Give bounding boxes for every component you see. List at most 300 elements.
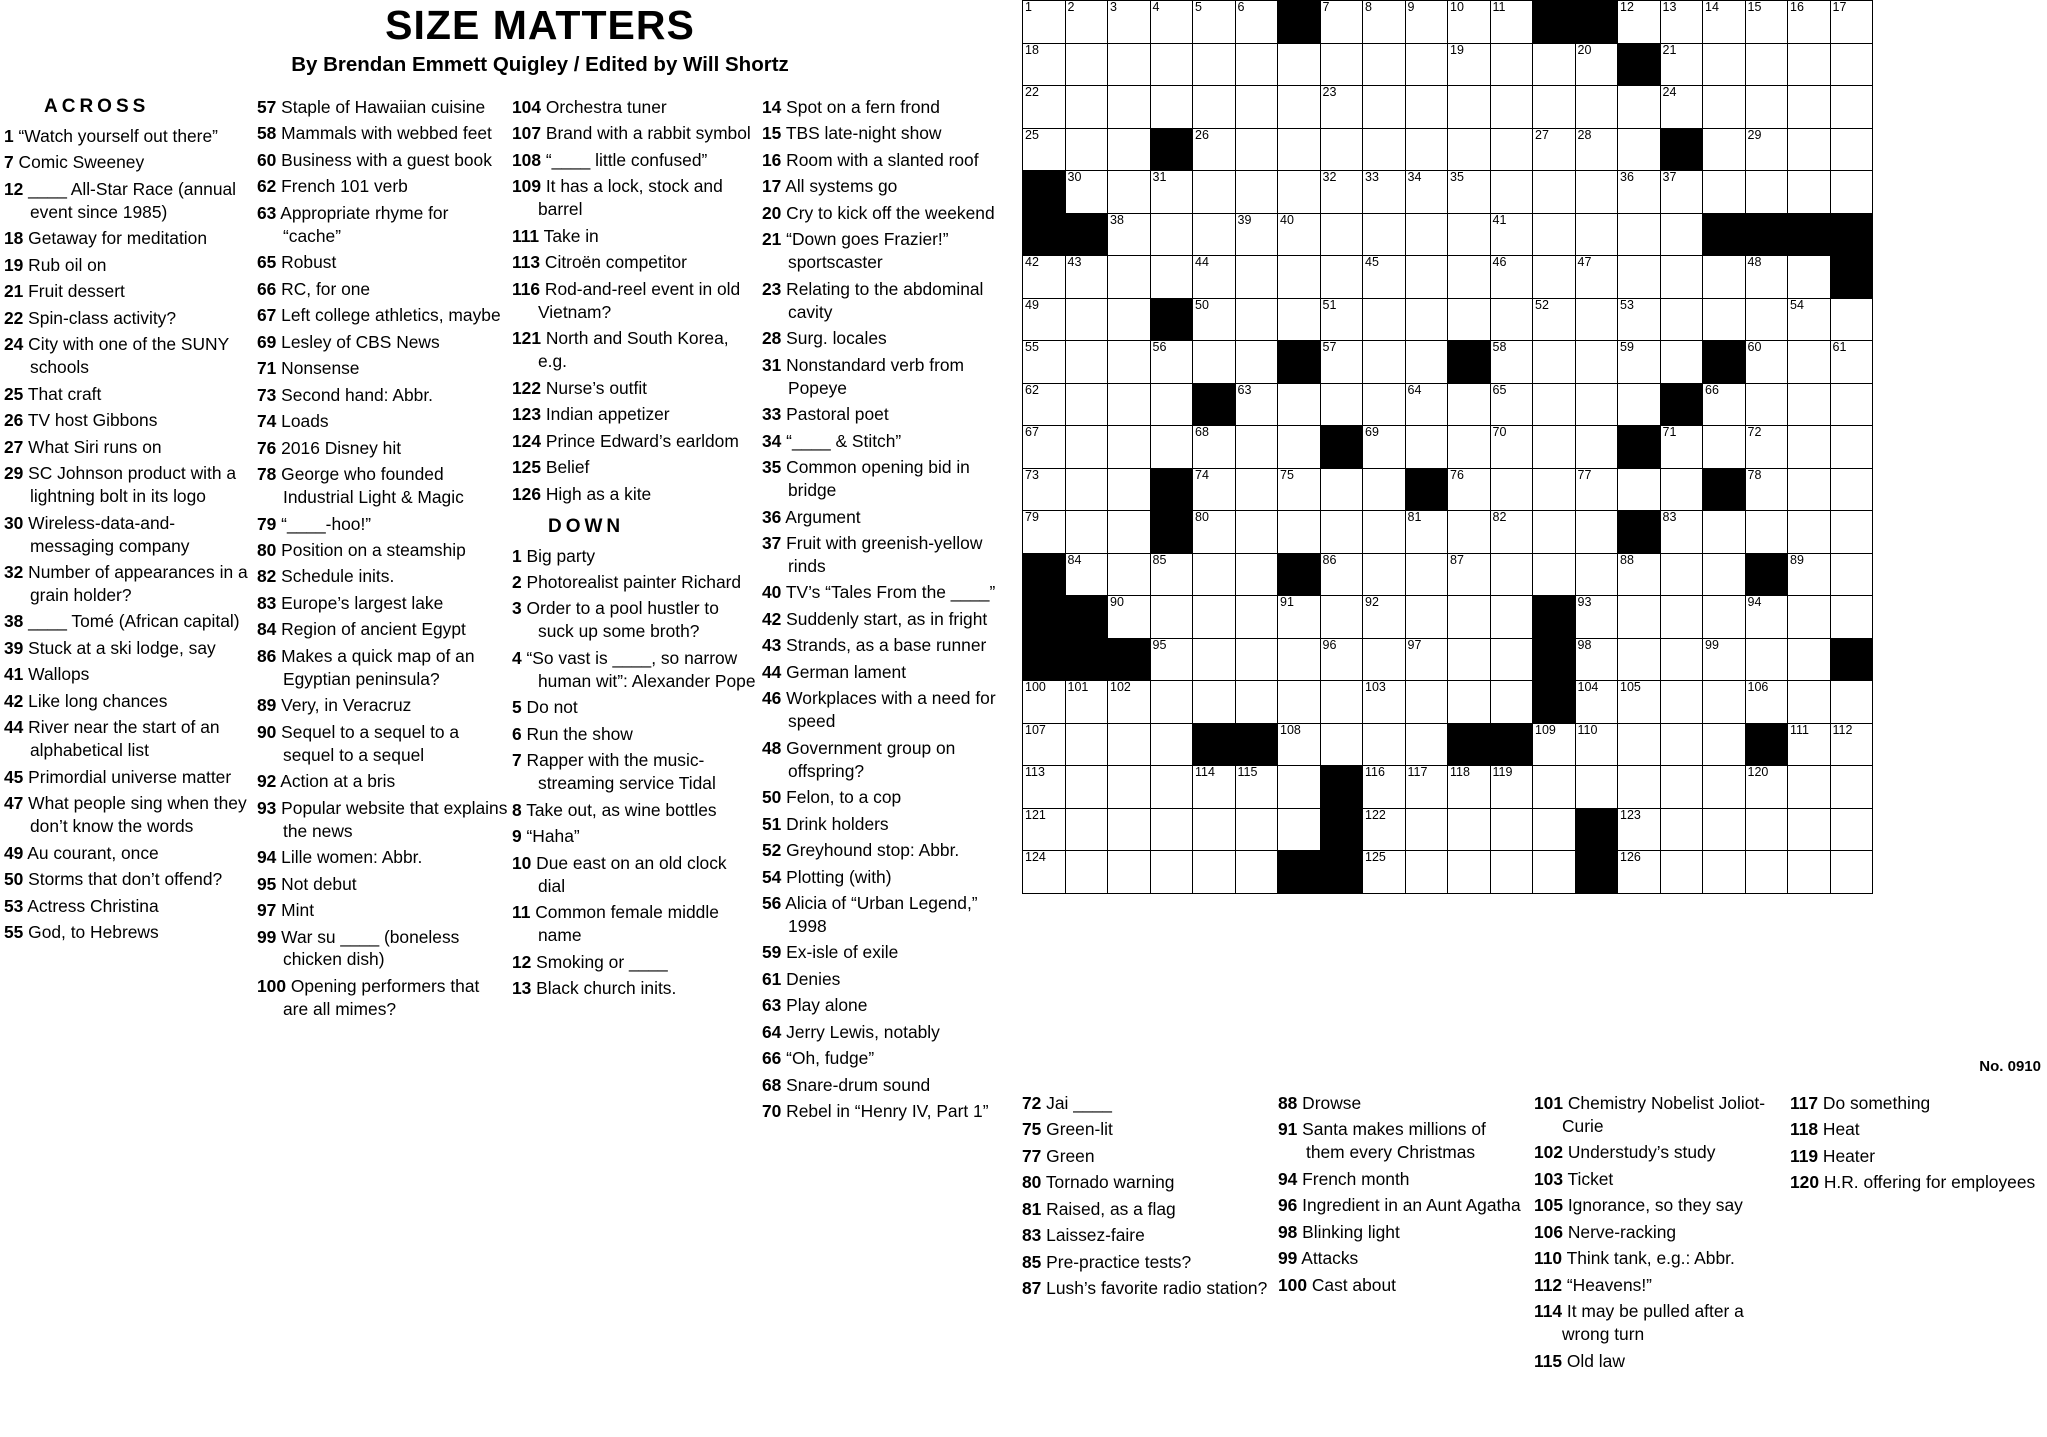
grid-cell[interactable] (1363, 553, 1406, 596)
clue-across-26[interactable] (4, 409, 253, 432)
grid-cell[interactable] (1490, 426, 1533, 469)
clue-down-101[interactable] (1534, 1092, 1784, 1138)
grid-cell[interactable] (1108, 808, 1151, 851)
clue-down-4[interactable] (512, 647, 758, 693)
clue-across-30[interactable] (4, 512, 253, 558)
grid-cell[interactable] (1788, 553, 1831, 596)
grid-cell[interactable] (1533, 341, 1576, 384)
grid-cell[interactable] (1745, 256, 1788, 299)
grid-cell[interactable] (1150, 851, 1193, 894)
grid-cell[interactable] (1575, 766, 1618, 809)
grid-cell[interactable] (1660, 638, 1703, 681)
grid-cell[interactable] (1278, 298, 1321, 341)
grid-cell[interactable] (1830, 723, 1873, 766)
grid-cell[interactable] (1618, 808, 1661, 851)
grid-cell[interactable] (1278, 43, 1321, 86)
clue-down-119[interactable] (1790, 1145, 2040, 1168)
grid-cell[interactable] (1788, 298, 1831, 341)
grid-cell[interactable] (1235, 851, 1278, 894)
grid-cell[interactable] (1703, 171, 1746, 214)
grid-cell[interactable] (1193, 808, 1236, 851)
clue-across-84[interactable] (257, 618, 508, 641)
grid-cell[interactable] (1703, 808, 1746, 851)
grid-cell[interactable] (1490, 468, 1533, 511)
clue-across-111[interactable] (512, 225, 758, 248)
grid-cell[interactable] (1235, 1, 1278, 44)
clue-across-25[interactable] (4, 383, 253, 406)
grid-cell[interactable] (1448, 426, 1491, 469)
grid-cell[interactable] (1830, 171, 1873, 214)
grid-cell[interactable] (1490, 298, 1533, 341)
grid-cell[interactable] (1405, 553, 1448, 596)
clue-down-11[interactable] (512, 901, 758, 947)
grid-cell[interactable] (1065, 128, 1108, 171)
grid-cell[interactable] (1745, 808, 1788, 851)
grid-cell[interactable] (1660, 596, 1703, 639)
grid-cell[interactable] (1533, 851, 1576, 894)
clue-across-41[interactable] (4, 663, 253, 686)
clue-across-22[interactable] (4, 307, 253, 330)
grid-cell[interactable] (1108, 426, 1151, 469)
grid-cell[interactable] (1065, 723, 1108, 766)
grid-cell[interactable] (1320, 43, 1363, 86)
grid-cell[interactable] (1533, 723, 1576, 766)
grid-cell[interactable] (1448, 596, 1491, 639)
clue-across-69[interactable] (257, 331, 508, 354)
grid-cell[interactable] (1448, 43, 1491, 86)
clue-across-55[interactable] (4, 921, 253, 944)
clue-across-79[interactable] (257, 513, 508, 536)
clue-across-80[interactable] (257, 539, 508, 562)
clue-across-62[interactable] (257, 175, 508, 198)
clue-down-5[interactable] (512, 696, 758, 719)
grid-cell[interactable] (1533, 128, 1576, 171)
grid-cell[interactable] (1108, 511, 1151, 554)
grid-cell[interactable] (1363, 86, 1406, 129)
clue-across-83[interactable] (257, 592, 508, 615)
grid-cell[interactable] (1363, 341, 1406, 384)
clue-down-34[interactable] (762, 430, 1008, 453)
grid-cell[interactable] (1575, 638, 1618, 681)
grid-cell[interactable] (1320, 596, 1363, 639)
grid-cell[interactable] (1490, 681, 1533, 724)
grid-cell[interactable] (1023, 723, 1066, 766)
clue-down-6[interactable] (512, 723, 758, 746)
grid-cell[interactable] (1320, 171, 1363, 214)
grid-cell[interactable] (1490, 808, 1533, 851)
grid-cell[interactable] (1575, 383, 1618, 426)
grid-cell[interactable] (1108, 596, 1151, 639)
grid-cell[interactable] (1575, 341, 1618, 384)
grid-cell[interactable] (1193, 851, 1236, 894)
grid-cell[interactable] (1065, 766, 1108, 809)
grid-cell[interactable] (1065, 171, 1108, 214)
clue-across-122[interactable] (512, 377, 758, 400)
grid-cell[interactable] (1193, 426, 1236, 469)
grid-cell[interactable] (1745, 128, 1788, 171)
grid-cell[interactable] (1023, 511, 1066, 554)
grid-cell[interactable] (1363, 213, 1406, 256)
clue-down-35[interactable] (762, 456, 1008, 502)
grid-cell[interactable] (1745, 171, 1788, 214)
clue-across-18[interactable] (4, 227, 253, 250)
grid-cell[interactable] (1830, 808, 1873, 851)
grid-cell[interactable] (1150, 808, 1193, 851)
grid-cell[interactable] (1788, 596, 1831, 639)
grid-cell[interactable] (1320, 128, 1363, 171)
grid-cell[interactable] (1193, 341, 1236, 384)
grid-cell[interactable] (1363, 171, 1406, 214)
grid-cell[interactable] (1193, 213, 1236, 256)
grid-cell[interactable] (1533, 808, 1576, 851)
grid-cell[interactable] (1193, 766, 1236, 809)
grid-cell[interactable] (1703, 723, 1746, 766)
grid-cell[interactable] (1703, 596, 1746, 639)
grid-cell[interactable] (1235, 596, 1278, 639)
grid-cell[interactable] (1490, 213, 1533, 256)
grid-cell[interactable] (1150, 426, 1193, 469)
grid-cell[interactable] (1193, 553, 1236, 596)
clue-across-57[interactable] (257, 96, 508, 119)
grid-cell[interactable] (1405, 681, 1448, 724)
grid-cell[interactable] (1575, 128, 1618, 171)
grid-cell[interactable] (1660, 256, 1703, 299)
grid-cell[interactable] (1745, 468, 1788, 511)
clue-across-99[interactable] (257, 926, 508, 972)
grid-cell[interactable] (1660, 86, 1703, 129)
clue-across-109[interactable] (512, 175, 758, 221)
grid-cell[interactable] (1703, 43, 1746, 86)
grid-cell[interactable] (1618, 681, 1661, 724)
clue-down-10[interactable] (512, 852, 758, 898)
grid-cell[interactable] (1320, 468, 1363, 511)
grid-cell[interactable] (1405, 766, 1448, 809)
grid-cell[interactable] (1533, 86, 1576, 129)
clue-across-63[interactable] (257, 202, 508, 248)
grid-cell[interactable] (1065, 426, 1108, 469)
clue-down-1[interactable] (512, 545, 758, 568)
clue-across-12[interactable] (4, 178, 253, 224)
grid-cell[interactable] (1065, 511, 1108, 554)
grid-cell[interactable] (1745, 638, 1788, 681)
clue-down-31[interactable] (762, 354, 1008, 400)
grid-cell[interactable] (1448, 1, 1491, 44)
clue-down-61[interactable] (762, 968, 1008, 991)
clue-down-21[interactable] (762, 228, 1008, 274)
grid-cell[interactable] (1108, 1, 1151, 44)
grid-cell[interactable] (1830, 468, 1873, 511)
clue-across-50[interactable] (4, 868, 253, 891)
clue-across-100[interactable] (257, 975, 508, 1021)
grid-cell[interactable] (1830, 766, 1873, 809)
grid-cell[interactable] (1235, 511, 1278, 554)
grid-cell[interactable] (1363, 596, 1406, 639)
grid-cell[interactable] (1023, 341, 1066, 384)
grid-cell[interactable] (1660, 553, 1703, 596)
clue-down-72[interactable] (1022, 1092, 1272, 1115)
grid-cell[interactable] (1745, 681, 1788, 724)
clue-across-65[interactable] (257, 251, 508, 274)
grid-cell[interactable] (1660, 426, 1703, 469)
clue-across-47[interactable] (4, 792, 253, 838)
grid-cell[interactable] (1150, 596, 1193, 639)
grid-cell[interactable] (1575, 553, 1618, 596)
grid-cell[interactable] (1575, 468, 1618, 511)
clue-down-106[interactable] (1534, 1221, 1784, 1244)
clue-down-56[interactable] (762, 892, 1008, 938)
clue-down-48[interactable] (762, 737, 1008, 783)
grid-cell[interactable] (1108, 851, 1151, 894)
grid-cell[interactable] (1235, 86, 1278, 129)
grid-cell[interactable] (1278, 383, 1321, 426)
grid-cell[interactable] (1490, 553, 1533, 596)
grid-cell[interactable] (1533, 426, 1576, 469)
grid-cell[interactable] (1660, 766, 1703, 809)
clue-across-108[interactable] (512, 149, 758, 172)
grid-cell[interactable] (1363, 766, 1406, 809)
grid-cell[interactable] (1490, 766, 1533, 809)
clue-across-58[interactable] (257, 122, 508, 145)
grid-cell[interactable] (1745, 766, 1788, 809)
grid-cell[interactable] (1533, 468, 1576, 511)
grid-cell[interactable] (1363, 723, 1406, 766)
clue-down-64[interactable] (762, 1021, 1008, 1044)
grid-cell[interactable] (1830, 426, 1873, 469)
grid-cell[interactable] (1235, 808, 1278, 851)
clue-down-23[interactable] (762, 278, 1008, 324)
grid-cell[interactable] (1703, 426, 1746, 469)
clue-across-90[interactable] (257, 721, 508, 767)
clue-down-51[interactable] (762, 813, 1008, 836)
grid-cell[interactable] (1448, 851, 1491, 894)
clue-down-87[interactable] (1022, 1277, 1272, 1300)
grid-cell[interactable] (1065, 1, 1108, 44)
grid-cell[interactable] (1193, 86, 1236, 129)
clue-down-59[interactable] (762, 941, 1008, 964)
grid-cell[interactable] (1235, 468, 1278, 511)
clue-across-78[interactable] (257, 463, 508, 509)
grid-cell[interactable] (1533, 553, 1576, 596)
grid-cell[interactable] (1788, 808, 1831, 851)
grid-cell[interactable] (1448, 86, 1491, 129)
grid-cell[interactable] (1405, 383, 1448, 426)
clue-across-89[interactable] (257, 694, 508, 717)
grid-cell[interactable] (1448, 213, 1491, 256)
grid-cell[interactable] (1490, 596, 1533, 639)
clue-down-114[interactable] (1534, 1300, 1784, 1346)
grid-cell[interactable] (1703, 1, 1746, 44)
grid-cell[interactable] (1788, 86, 1831, 129)
grid-cell[interactable] (1405, 128, 1448, 171)
grid-cell[interactable] (1788, 426, 1831, 469)
grid-cell[interactable] (1278, 766, 1321, 809)
clue-across-95[interactable] (257, 873, 508, 896)
clue-down-70[interactable] (762, 1100, 1008, 1123)
clue-down-102[interactable] (1534, 1141, 1784, 1164)
grid-cell[interactable] (1703, 383, 1746, 426)
grid-cell[interactable] (1193, 638, 1236, 681)
grid-cell[interactable] (1788, 1, 1831, 44)
clue-across-27[interactable] (4, 436, 253, 459)
grid-cell[interactable] (1448, 468, 1491, 511)
grid-cell[interactable] (1065, 43, 1108, 86)
grid-cell[interactable] (1745, 383, 1788, 426)
clue-down-14[interactable] (762, 96, 1008, 119)
clue-across-60[interactable] (257, 149, 508, 172)
grid-cell[interactable] (1108, 171, 1151, 214)
grid-cell[interactable] (1278, 511, 1321, 554)
clue-across-97[interactable] (257, 899, 508, 922)
clue-down-77[interactable] (1022, 1145, 1272, 1168)
grid-cell[interactable] (1065, 553, 1108, 596)
grid-cell[interactable] (1320, 1, 1363, 44)
clue-across-92[interactable] (257, 770, 508, 793)
grid-cell[interactable] (1108, 341, 1151, 384)
grid-cell[interactable] (1320, 86, 1363, 129)
grid-cell[interactable] (1830, 383, 1873, 426)
clue-down-37[interactable] (762, 532, 1008, 578)
clue-across-32[interactable] (4, 561, 253, 607)
grid-cell[interactable] (1235, 766, 1278, 809)
clue-across-19[interactable] (4, 254, 253, 277)
grid-cell[interactable] (1023, 1, 1066, 44)
clue-across-24[interactable] (4, 333, 253, 379)
grid-cell[interactable] (1150, 86, 1193, 129)
grid-cell[interactable] (1533, 383, 1576, 426)
grid-cell[interactable] (1490, 511, 1533, 554)
grid-cell[interactable] (1788, 383, 1831, 426)
clue-across-113[interactable] (512, 251, 758, 274)
grid-cell[interactable] (1745, 1, 1788, 44)
grid-cell[interactable] (1193, 681, 1236, 724)
grid-cell[interactable] (1023, 808, 1066, 851)
grid-cell[interactable] (1533, 256, 1576, 299)
grid-cell[interactable] (1278, 638, 1321, 681)
grid-cell[interactable] (1703, 766, 1746, 809)
grid-cell[interactable] (1788, 468, 1831, 511)
clue-down-54[interactable] (762, 866, 1008, 889)
grid-cell[interactable] (1660, 681, 1703, 724)
clue-down-16[interactable] (762, 149, 1008, 172)
grid-cell[interactable] (1108, 86, 1151, 129)
clue-down-75[interactable] (1022, 1118, 1272, 1141)
grid-cell[interactable] (1320, 511, 1363, 554)
grid-cell[interactable] (1363, 43, 1406, 86)
grid-cell[interactable] (1618, 766, 1661, 809)
grid-cell[interactable] (1490, 86, 1533, 129)
clue-down-83[interactable] (1022, 1224, 1272, 1247)
grid-cell[interactable] (1023, 128, 1066, 171)
grid-cell[interactable] (1278, 256, 1321, 299)
clue-across-44[interactable] (4, 716, 253, 762)
grid-cell[interactable] (1235, 43, 1278, 86)
grid-cell[interactable] (1703, 511, 1746, 554)
grid-cell[interactable] (1150, 766, 1193, 809)
clue-across-38[interactable] (4, 610, 253, 633)
grid-cell[interactable] (1320, 681, 1363, 724)
clue-across-125[interactable] (512, 456, 758, 479)
clue-across-39[interactable] (4, 637, 253, 660)
clue-across-53[interactable] (4, 895, 253, 918)
grid-cell[interactable] (1065, 383, 1108, 426)
grid-cell[interactable] (1278, 128, 1321, 171)
grid-cell[interactable] (1150, 341, 1193, 384)
grid-cell[interactable] (1490, 383, 1533, 426)
grid-cell[interactable] (1660, 808, 1703, 851)
grid-cell[interactable] (1618, 298, 1661, 341)
clue-down-81[interactable] (1022, 1198, 1272, 1221)
grid-cell[interactable] (1575, 426, 1618, 469)
grid-cell[interactable] (1235, 213, 1278, 256)
grid-cell[interactable] (1618, 86, 1661, 129)
grid-cell[interactable] (1618, 638, 1661, 681)
clue-down-50[interactable] (762, 786, 1008, 809)
grid-cell[interactable] (1150, 256, 1193, 299)
grid-cell[interactable] (1703, 298, 1746, 341)
grid-cell[interactable] (1448, 511, 1491, 554)
grid-cell[interactable] (1490, 256, 1533, 299)
clue-across-123[interactable] (512, 403, 758, 426)
grid-cell[interactable] (1830, 596, 1873, 639)
grid-cell[interactable] (1193, 596, 1236, 639)
clue-across-29[interactable] (4, 462, 253, 508)
grid-cell[interactable] (1490, 638, 1533, 681)
grid-cell[interactable] (1660, 851, 1703, 894)
clue-down-8[interactable] (512, 799, 758, 822)
grid-cell[interactable] (1660, 43, 1703, 86)
clue-down-7[interactable] (512, 749, 758, 795)
clue-down-91[interactable] (1278, 1118, 1528, 1164)
grid-cell[interactable] (1150, 553, 1193, 596)
grid-cell[interactable] (1788, 128, 1831, 171)
clue-down-68[interactable] (762, 1074, 1008, 1097)
grid-cell[interactable] (1788, 43, 1831, 86)
grid-cell[interactable] (1575, 86, 1618, 129)
clue-across-104[interactable] (512, 96, 758, 119)
grid-cell[interactable] (1320, 341, 1363, 384)
grid-cell[interactable] (1278, 681, 1321, 724)
clue-across-116[interactable] (512, 278, 758, 324)
clue-down-46[interactable] (762, 687, 1008, 733)
clue-down-117[interactable] (1790, 1092, 2040, 1115)
grid-cell[interactable] (1405, 596, 1448, 639)
clue-down-3[interactable] (512, 597, 758, 643)
grid-cell[interactable] (1278, 468, 1321, 511)
grid-cell[interactable] (1618, 213, 1661, 256)
clue-down-110[interactable] (1534, 1247, 1784, 1270)
clue-down-40[interactable] (762, 581, 1008, 604)
grid-cell[interactable] (1788, 681, 1831, 724)
grid-cell[interactable] (1363, 468, 1406, 511)
grid-cell[interactable] (1575, 681, 1618, 724)
grid-cell[interactable] (1065, 298, 1108, 341)
grid-cell[interactable] (1533, 766, 1576, 809)
grid-cell[interactable] (1405, 723, 1448, 766)
grid-cell[interactable] (1150, 681, 1193, 724)
grid-cell[interactable] (1533, 171, 1576, 214)
grid-cell[interactable] (1150, 171, 1193, 214)
grid-cell[interactable] (1660, 171, 1703, 214)
grid-cell[interactable] (1618, 596, 1661, 639)
grid-cell[interactable] (1108, 128, 1151, 171)
grid-cell[interactable] (1618, 723, 1661, 766)
grid-cell[interactable] (1405, 86, 1448, 129)
grid-cell[interactable] (1363, 426, 1406, 469)
grid-cell[interactable] (1193, 128, 1236, 171)
grid-cell[interactable] (1320, 638, 1363, 681)
grid-cell[interactable] (1448, 256, 1491, 299)
grid-cell[interactable] (1405, 43, 1448, 86)
